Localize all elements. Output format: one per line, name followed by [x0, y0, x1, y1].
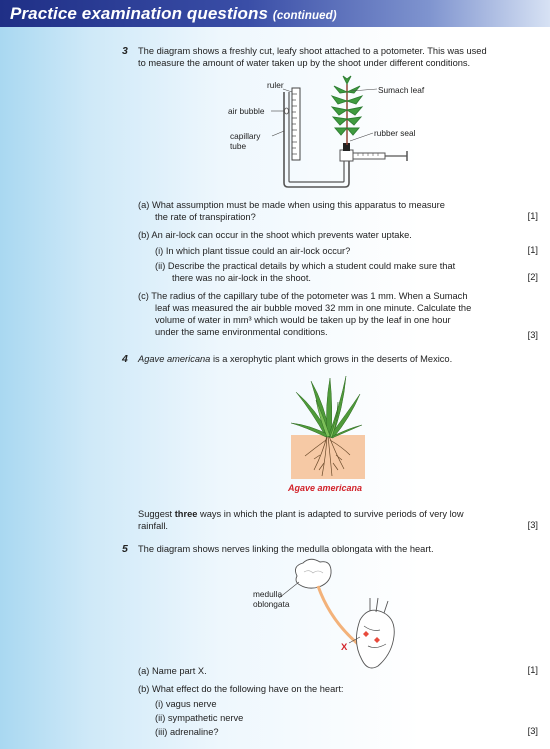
header-subtitle: (continued) — [272, 10, 337, 22]
ruler-label: ruler — [267, 80, 284, 90]
header-title-text: Practice examination questions — [10, 4, 269, 23]
q3c-line2: leaf was measured the air bubble moved 32 mm in one minute. Calculate the — [155, 303, 472, 313]
q4-question-post: ways in which the plant is adapted to survive periods of very low — [197, 509, 464, 519]
q4-question-line2: rainfall. — [138, 521, 168, 531]
q3a-line1: (a) What assumption must be made when using this apparatus to measure — [138, 200, 445, 210]
part-x-label: X — [341, 642, 348, 653]
q3bii-line1: (ii) Describe the practical details by which a student could make sure that — [155, 261, 456, 271]
q3bii-line2: there was no air-lock in the shoot. — [172, 273, 312, 283]
q5b-item-i: (i) vagus nerve — [155, 699, 217, 709]
q5b-item-iii: (iii) adrenaline? — [155, 727, 219, 737]
q3bi-line: (i) In which plant tissue could an air-lock occur? — [155, 246, 351, 256]
q4-intro-rest: is a xerophytic plant which grows in the deserts of Mexico. — [210, 354, 453, 364]
oblongata-label: oblongata — [253, 599, 290, 609]
q3a-mark: [1] — [527, 211, 538, 221]
q3a-line2: the rate of transpiration? — [155, 212, 256, 222]
q5-number: 5 — [122, 543, 128, 555]
q5a-line: (a) Name part X. — [138, 666, 207, 676]
q3c-mark: [3] — [527, 330, 538, 340]
q3b-line: (b) An air-lock can occur in the shoot which prevents water uptake. — [138, 230, 412, 240]
q3bi-mark: [1] — [527, 245, 538, 255]
q5a-mark: [1] — [527, 665, 538, 675]
q4-number: 4 — [122, 353, 128, 365]
capillary-tube-label: tube — [230, 141, 247, 151]
q3c-line3: volume of water in mm³ which would be taken up by the leaf in one hour — [155, 315, 451, 325]
q3-number: 3 — [122, 45, 128, 57]
air-bubble-label: air bubble — [228, 106, 265, 116]
agave-caption: Agave americana — [288, 483, 363, 493]
q3c-line4: under the same environmental conditions. — [155, 327, 328, 337]
q4-question-bold: three — [174, 509, 198, 519]
q4-question-pre: Suggest — [138, 509, 175, 519]
q3bii-mark: [2] — [527, 272, 538, 282]
rubber-seal-label: rubber seal — [374, 128, 416, 138]
q5b-item-ii: (ii) sympathetic nerve — [155, 713, 244, 723]
q4-mark: [3] — [527, 520, 538, 530]
q5b-mark: [3] — [527, 726, 538, 736]
medulla-label: medulla — [253, 589, 283, 599]
q5-intro: The diagram shows nerves linking the medulla oblongata with the heart. — [138, 544, 434, 554]
q3c-line1: (c) The radius of the capillary tube of the potometer was 1 mm. When a Sumach — [138, 291, 468, 301]
q4-intro-species: Agave americana — [138, 354, 211, 364]
capillary-label: capillary — [230, 131, 261, 141]
q5b-line: (b) What effect do the following have on the heart: — [138, 684, 344, 694]
q3-intro-line2: to measure the amount of water taken up by the shoot under different conditions. — [138, 58, 471, 68]
q3-intro-line1: The diagram shows a freshly cut, leafy shoot attached to a potometer. This was used — [138, 46, 487, 56]
sumach-leaf-label: Sumach leaf — [378, 85, 425, 95]
